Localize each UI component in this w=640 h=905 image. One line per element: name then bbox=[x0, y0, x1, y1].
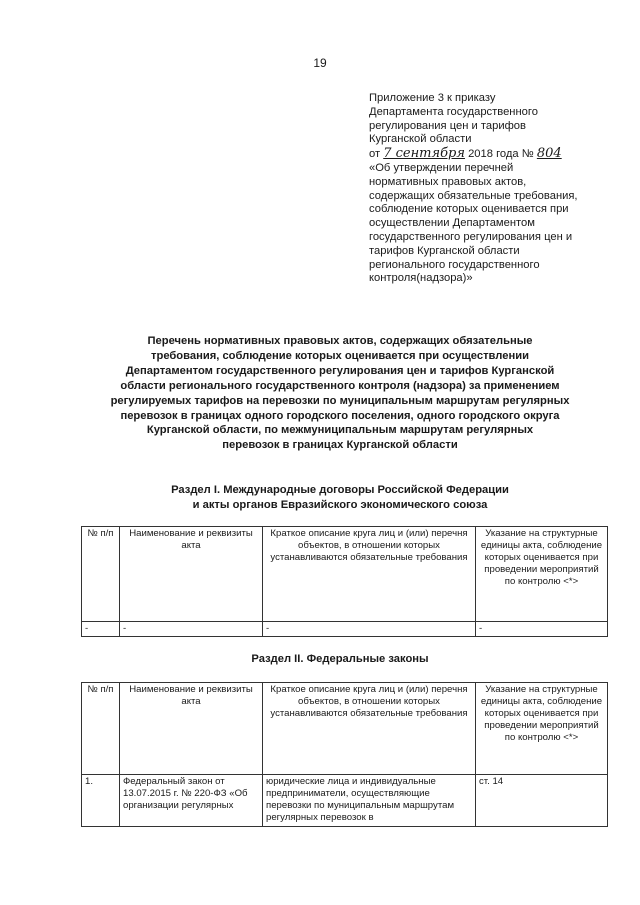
appendix-line: регулирования цен и тарифов bbox=[369, 119, 526, 132]
appendix-line: Курганской области bbox=[369, 133, 472, 146]
document-title-line: требования, соблюдение которых оценивается при осуществлении bbox=[151, 349, 529, 362]
order-title-line: регионального государственного bbox=[369, 258, 540, 271]
order-title-line: соблюдение которых оценивается при bbox=[369, 203, 569, 216]
cell-name: - bbox=[120, 622, 263, 637]
header-name: Наименование и реквизиты акта bbox=[120, 527, 263, 622]
document-title-line: регулируемых тарифов на перевозки по муниципальным маршрутам регулярных bbox=[110, 394, 570, 407]
order-title-line: контроля(надзора)» bbox=[369, 272, 473, 285]
document-title bbox=[70, 334, 610, 453]
section-1-title bbox=[70, 483, 610, 513]
header-ref: Указание на структурные единицы акта, соблюдение которых оценивается при проведении мероприятий по контролю <*> bbox=[476, 683, 608, 775]
header-desc: Краткое описание круга лиц и (или) перечня объектов, в отношении которых устанавливаются обязательные требования bbox=[263, 527, 476, 622]
section-2-title bbox=[70, 652, 610, 667]
header-ref: Указание на структурные единицы акта, соблюдение которых оценивается при проведении мероприятий по контролю <*> bbox=[476, 527, 608, 622]
order-title-line: осуществлении Департаментом bbox=[369, 217, 535, 230]
handwritten-date: 7 сентября bbox=[383, 146, 465, 162]
section-2-table bbox=[81, 682, 608, 827]
appendix-line: Департамента государственного bbox=[369, 105, 538, 118]
section-title-line: Раздел I. Международные договоры Российской Федерации bbox=[171, 484, 509, 496]
cell-ref: ст. 14 bbox=[476, 775, 608, 827]
document-title-line: Перечень нормативных правовых актов, содержащих обязательные bbox=[147, 335, 533, 347]
section-title-line: Раздел II. Федеральные законы bbox=[251, 653, 429, 665]
document-title-line: перевозок в границах Курганской области bbox=[222, 439, 458, 452]
date-prefix: от bbox=[369, 148, 381, 161]
cell-num: - bbox=[82, 622, 120, 637]
table-header-row bbox=[82, 527, 608, 622]
cell-desc: юридические лица и индивидуальные предприниматели, осуществляющие перевозки по муниципальным маршрутам регулярных перевозок в bbox=[263, 775, 476, 827]
appendix-line: Приложение 3 к приказу bbox=[369, 92, 496, 104]
table-row bbox=[82, 775, 608, 827]
header-desc: Краткое описание круга лиц и (или) перечня объектов, в отношении которых устанавливаются обязательные требования bbox=[263, 683, 476, 775]
order-title-line: «Об утверждении перечней bbox=[369, 161, 514, 174]
appendix-block bbox=[369, 92, 619, 286]
cell-name: Федеральный закон от 13.07.2015 г. № 220-ФЗ «Об организации регулярных bbox=[120, 775, 263, 827]
date-year: 2018 года № bbox=[468, 148, 534, 161]
document-title-line: области регионального государственного контроля (надзора) за применением bbox=[120, 379, 560, 392]
order-title-line: тарифов Курганской области bbox=[369, 244, 520, 257]
document-title-line: Курганской области, по межмуниципальным маршрутам регулярных bbox=[146, 424, 534, 437]
cell-ref: - bbox=[476, 622, 608, 637]
section-1-table bbox=[81, 526, 608, 637]
document-title-line: Департаментом государственного регулирования цен и тарифов Курганской bbox=[125, 364, 555, 377]
table-row bbox=[82, 622, 608, 637]
table-header-row bbox=[82, 683, 608, 775]
page-number: 19 bbox=[313, 56, 327, 70]
header-num: № п/п bbox=[82, 683, 120, 775]
order-title-line: нормативных правовых актов, bbox=[369, 175, 527, 188]
appendix-date-line bbox=[369, 147, 619, 162]
handwritten-order-number: 804 bbox=[536, 146, 562, 162]
header-name: Наименование и реквизиты акта bbox=[120, 683, 263, 775]
order-title-line: государственного регулирования цен и bbox=[369, 230, 573, 243]
section-title-line: и акты органов Евразийского экономического союза bbox=[192, 499, 488, 511]
order-title-line: содержащих обязательные требования, bbox=[369, 189, 578, 202]
header-num: № п/п bbox=[82, 527, 120, 622]
cell-num: 1. bbox=[82, 775, 120, 827]
document-title-line: перевозок в границах одного городского поселения, одного городского округа bbox=[120, 409, 560, 422]
cell-desc: - bbox=[263, 622, 476, 637]
